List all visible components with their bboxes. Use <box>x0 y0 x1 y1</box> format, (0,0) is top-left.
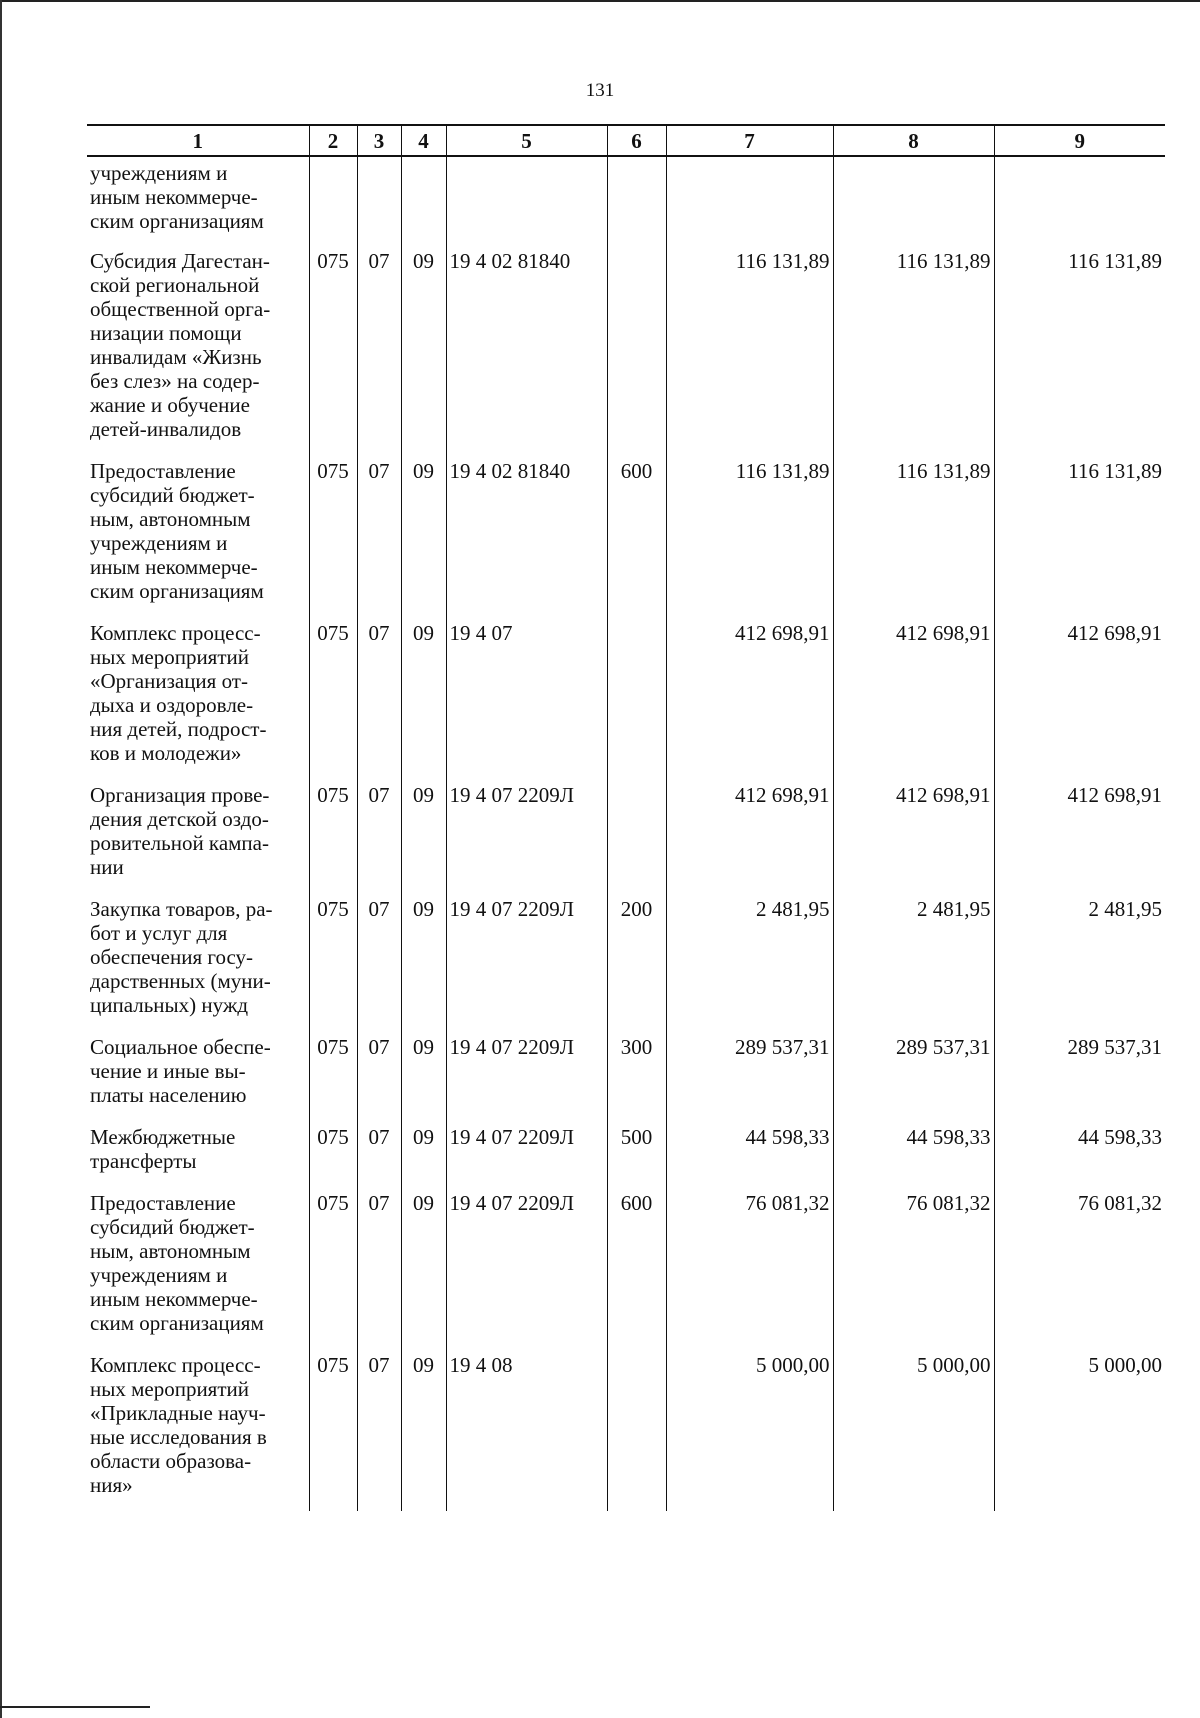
row-ministry: 075 <box>309 1353 357 1511</box>
row-expense-type <box>607 621 666 783</box>
header-col-6: 6 <box>607 125 666 156</box>
row-value-col9 <box>994 156 1165 249</box>
row-value-col9: 116 131,89 <box>994 249 1165 459</box>
row-ministry: 075 <box>309 1125 357 1191</box>
row-value-col8: 5 000,00 <box>833 1353 994 1511</box>
header-col-5: 5 <box>446 125 607 156</box>
row-section: 07 <box>357 459 401 621</box>
row-section: 07 <box>357 1035 401 1125</box>
row-section: 07 <box>357 1353 401 1511</box>
row-value-col8: 44 598,33 <box>833 1125 994 1191</box>
row-ministry: 075 <box>309 621 357 783</box>
row-target-article: 19 4 07 2209Л <box>446 897 607 1035</box>
scan-top-edge <box>0 0 1200 2</box>
row-value-col7: 76 081,32 <box>666 1191 833 1353</box>
row-name: Предоставление субсидий бюджет- ным, автономным учреждениям и иным некоммерче- ским организациям <box>90 459 264 603</box>
scan-left-edge <box>0 0 2 1718</box>
budget-table <box>87 124 1165 1511</box>
row-value-col7: 5 000,00 <box>666 1353 833 1511</box>
table-row <box>87 897 1165 1035</box>
row-value-col9: 44 598,33 <box>994 1125 1165 1191</box>
row-expense-type: 500 <box>607 1125 666 1191</box>
row-section: 07 <box>357 621 401 783</box>
row-target-article <box>446 156 607 249</box>
scan-bottom-mark <box>0 1706 150 1708</box>
row-subsection: 09 <box>401 1353 446 1511</box>
row-target-article: 19 4 07 2209Л <box>446 783 607 897</box>
row-value-col9: 412 698,91 <box>994 621 1165 783</box>
row-subsection: 09 <box>401 897 446 1035</box>
row-target-article: 19 4 02 81840 <box>446 249 607 459</box>
row-name: Социальное обеспе- чение и иные вы- платы населению <box>90 1035 271 1107</box>
row-section <box>357 156 401 249</box>
row-value-col8: 2 481,95 <box>833 897 994 1035</box>
row-section: 07 <box>357 1191 401 1353</box>
header-col-3: 3 <box>357 125 401 156</box>
row-value-col8: 116 131,89 <box>833 459 994 621</box>
row-section: 07 <box>357 897 401 1035</box>
row-name: Предоставление субсидий бюджет- ным, автономным учреждениям и иным некоммерче- ским организациям <box>90 1191 264 1335</box>
row-value-col7: 289 537,31 <box>666 1035 833 1125</box>
row-section: 07 <box>357 1125 401 1191</box>
row-expense-type <box>607 783 666 897</box>
row-ministry: 075 <box>309 459 357 621</box>
table-row <box>87 1353 1165 1511</box>
header-col-7: 7 <box>666 125 833 156</box>
row-subsection: 09 <box>401 1191 446 1353</box>
row-expense-type: 300 <box>607 1035 666 1125</box>
row-value-col9: 76 081,32 <box>994 1191 1165 1353</box>
row-subsection <box>401 156 446 249</box>
row-value-col7: 44 598,33 <box>666 1125 833 1191</box>
table-row <box>87 1125 1165 1191</box>
row-ministry: 075 <box>309 249 357 459</box>
row-ministry: 075 <box>309 783 357 897</box>
row-name: Межбюджетные трансферты <box>90 1125 236 1173</box>
row-expense-type <box>607 1353 666 1511</box>
row-value-col9: 289 537,31 <box>994 1035 1165 1125</box>
row-target-article: 19 4 07 <box>446 621 607 783</box>
row-target-article: 19 4 08 <box>446 1353 607 1511</box>
row-value-col7: 116 131,89 <box>666 249 833 459</box>
row-target-article: 19 4 02 81840 <box>446 459 607 621</box>
row-value-col8: 412 698,91 <box>833 783 994 897</box>
table-row <box>87 459 1165 621</box>
row-name: Закупка товаров, ра- бот и услуг для обеспечения госу- дарственных (муни- ципальных) нужд <box>90 897 273 1017</box>
header-col-1: 1 <box>87 125 309 156</box>
row-subsection: 09 <box>401 249 446 459</box>
row-value-col7: 116 131,89 <box>666 459 833 621</box>
row-value-col8: 116 131,89 <box>833 249 994 459</box>
table-row <box>87 1035 1165 1125</box>
header-col-2: 2 <box>309 125 357 156</box>
table-header-row <box>87 125 1165 156</box>
row-value-col8: 76 081,32 <box>833 1191 994 1353</box>
row-subsection: 09 <box>401 1035 446 1125</box>
row-value-col7: 412 698,91 <box>666 783 833 897</box>
row-value-col7 <box>666 156 833 249</box>
row-ministry: 075 <box>309 897 357 1035</box>
row-expense-type <box>607 156 666 249</box>
table-row <box>87 783 1165 897</box>
row-expense-type: 600 <box>607 1191 666 1353</box>
row-expense-type <box>607 249 666 459</box>
row-name: учреждениям и иным некоммерче- ским организациям <box>90 161 264 233</box>
row-target-article: 19 4 07 2209Л <box>446 1035 607 1125</box>
row-value-col8 <box>833 156 994 249</box>
row-target-article: 19 4 07 2209Л <box>446 1125 607 1191</box>
row-name: Комплекс процесс- ных мероприятий «Организация от- дыха и оздоровле- ния детей, подрост- ков и молодежи» <box>90 621 267 765</box>
table-row <box>87 1191 1165 1353</box>
row-subsection: 09 <box>401 459 446 621</box>
row-subsection: 09 <box>401 783 446 897</box>
row-ministry: 075 <box>309 1035 357 1125</box>
row-expense-type: 600 <box>607 459 666 621</box>
header-col-9: 9 <box>994 125 1165 156</box>
header-col-8: 8 <box>833 125 994 156</box>
row-ministry <box>309 156 357 249</box>
row-subsection: 09 <box>401 621 446 783</box>
row-value-col7: 412 698,91 <box>666 621 833 783</box>
row-value-col8: 289 537,31 <box>833 1035 994 1125</box>
row-value-col9: 412 698,91 <box>994 783 1165 897</box>
row-section: 07 <box>357 249 401 459</box>
page-number: 131 <box>585 80 615 101</box>
row-value-col9: 116 131,89 <box>994 459 1165 621</box>
row-target-article: 19 4 07 2209Л <box>446 1191 607 1353</box>
row-name: Организация прове- дения детской оздо- ровительной кампа- нии <box>90 783 270 879</box>
table-row <box>87 621 1165 783</box>
table-row <box>87 156 1165 249</box>
row-value-col9: 5 000,00 <box>994 1353 1165 1511</box>
table-row <box>87 249 1165 459</box>
row-value-col9: 2 481,95 <box>994 897 1165 1035</box>
row-ministry: 075 <box>309 1191 357 1353</box>
row-name: Комплекс процесс- ных мероприятий «Прикладные науч- ные исследования в области образова- ния» <box>90 1353 267 1497</box>
row-subsection: 09 <box>401 1125 446 1191</box>
row-name: Субсидия Дагестан- ской региональной общественной орга- низации помощи инвалидам «Жизнь без слез» на содер- жание и обучение детей-инвалидов <box>90 249 271 441</box>
row-value-col8: 412 698,91 <box>833 621 994 783</box>
row-section: 07 <box>357 783 401 897</box>
row-expense-type: 200 <box>607 897 666 1035</box>
header-col-4: 4 <box>401 125 446 156</box>
row-value-col7: 2 481,95 <box>666 897 833 1035</box>
